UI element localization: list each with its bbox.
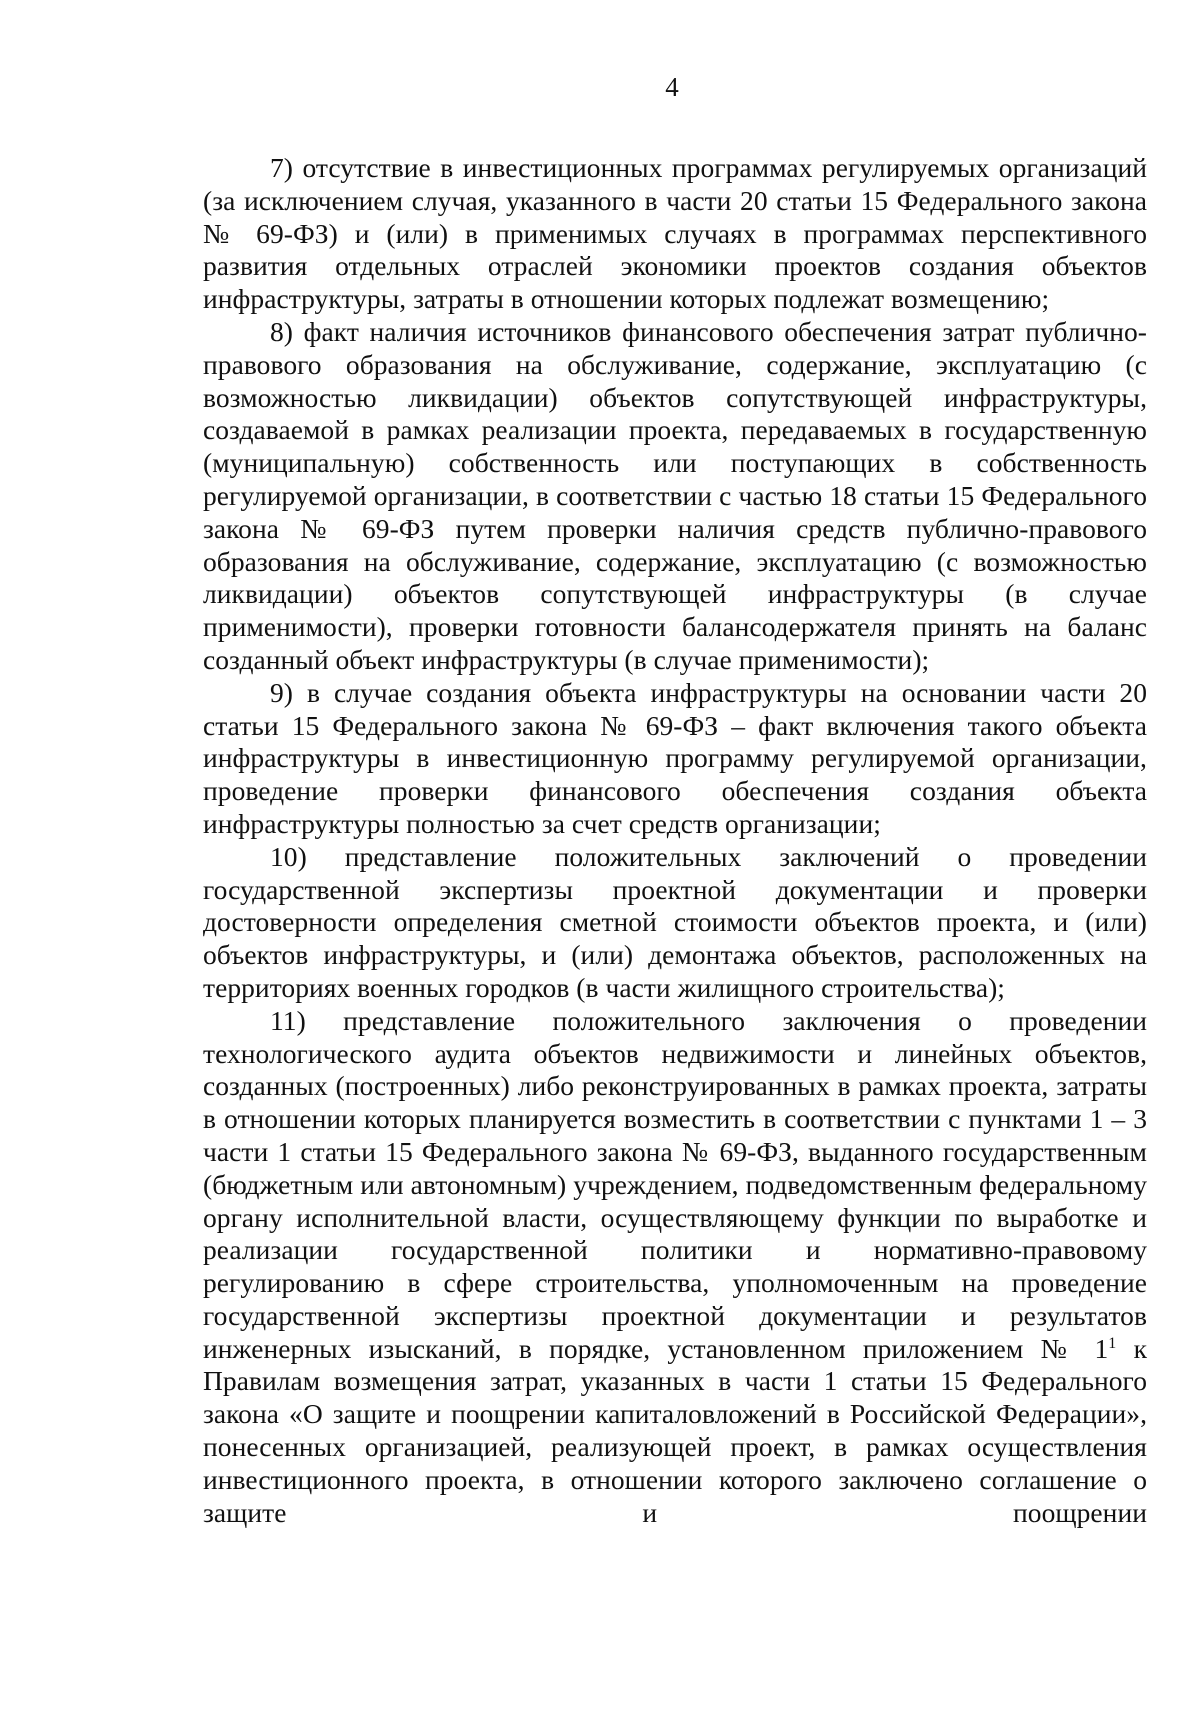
paragraph-item-11-text-end: к Правилам возмещения затрат, указанных в части 1 статьи 15 Федерального закона «О защите и поощрении капиталовложений в Российской Федерации», понесенных организацией, реализующей проект, в рамках осуществления инвестиционного проекта, в отношении которого заключено соглашение о защите и поощрении	[203, 1332, 1147, 1528]
paragraph-item-10: 10) представление положительных заключений о проведении государственной экспертизы проектной документации и проверки достоверности определения сметной стоимости объектов проекта, и (или) объектов инфраструктуры, и (или) демонтажа объектов, расположенных на территориях военных городков (в части жилищного строительства);	[203, 840, 1147, 1003]
paragraph-item-8: 8) факт наличия источников финансового обеспечения затрат публично-правового образования на обслуживание, содержание, эксплуатацию (с возможностью ликвидации) объектов сопутствующей инфраструктуры, создаваемой в рамках реализации проекта, передаваемых в государственную (муниципальную) собственность или поступающих в собственность регулируемой организации, в соответствии с частью 18 статьи 15 Федерального закона № 69-ФЗ путем проверки наличия средств публично-правового образования на обслуживание, содержание, эксплуатацию (с возможностью ликвидации) объектов сопутствующей инфраструктуры (в случае применимости), проверки готовности балансодержателя принять на баланс созданный объект инфраструктуры (в случае применимости);	[203, 315, 1147, 675]
paragraph-item-11	[203, 1005, 1147, 1530]
paragraph-item-7: 7) отсутствие в инвестиционных программах регулируемых организаций (за исключением случая, указанного в части 20 статьи 15 Федерального закона № 69-ФЗ) и (или) в применимых случаях в программах перспективного развития отдельных отраслей экономики проектов создания объектов инфраструктуры, затраты в отношении которых подлежат возмещению;	[203, 152, 1147, 315]
paragraph-item-11-text-start: 11) представление положительного заключения о проведении технологического аудита объектов недвижимости и линейных объектов, созданных (построенных) либо реконструированных в рамках проекта, затраты в отношении которых планируется возместить в соответствии с пунктами 1 – 3 части 1 статьи 15 Федерального закона № 69-ФЗ, выданного государственным (бюджетным или автономным) учреждением, подведомственным федеральному органу исполнительной власти, осуществляющему функции по выработке и реализации государственной политики и нормативно-правовому регулированию в сфере строительства, уполномоченным на проведение государственной экспертизы проектной документации и результатов инженерных изысканий, в порядке, установленном приложением № 1	[203, 1004, 1147, 1364]
page-number: 4	[665, 72, 679, 102]
appendix-superscript: 1	[1108, 1334, 1117, 1352]
document-body	[203, 152, 1147, 1529]
paragraph-item-9: 9) в случае создания объекта инфраструктуры на основании части 20 статьи 15 Федерального закона № 69-ФЗ – факт включения такого объекта инфраструктуры в инвестиционную программу регулируемой организации, проведение проверки финансового обеспечения создания объекта инфраструктуры полностью за счет средств организации;	[203, 676, 1147, 839]
